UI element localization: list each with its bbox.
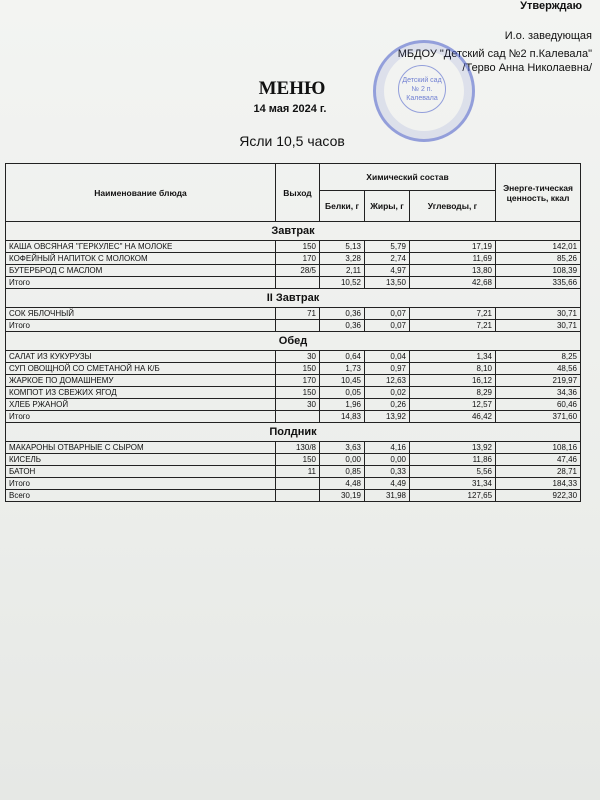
dish-protein: 0,64	[320, 351, 365, 363]
table-row	[6, 241, 581, 253]
section-title: II Завтрак	[6, 289, 581, 308]
dish-yield: 150	[276, 241, 320, 253]
dish-yield: 170	[276, 375, 320, 387]
total-protein: 0,36	[320, 320, 365, 332]
dish-protein: 0,85	[320, 466, 365, 478]
dish-name: КИСЕЛЬ	[6, 454, 276, 466]
dish-energy: 219,97	[496, 375, 581, 387]
dish-carbs: 17,19	[410, 241, 496, 253]
dish-energy: 34,36	[496, 387, 581, 399]
dish-name: СОК ЯБЛОЧНЫЙ	[6, 308, 276, 320]
dish-energy: 47,46	[496, 454, 581, 466]
dish-energy: 85,26	[496, 253, 581, 265]
dish-name: КАША ОВСЯНАЯ "ГЕРКУЛЕС" НА МОЛОКЕ	[6, 241, 276, 253]
dish-energy: 28,71	[496, 466, 581, 478]
dish-carbs: 13,80	[410, 265, 496, 277]
dish-name: КОМПОТ ИЗ СВЕЖИХ ЯГОД	[6, 387, 276, 399]
dish-fat: 0,02	[365, 387, 410, 399]
dish-name: БУТЕРБРОД С МАСЛОМ	[6, 265, 276, 277]
stamp-text: Детский сад № 2 п. Калевала	[398, 65, 446, 113]
table-row	[6, 265, 581, 277]
dish-yield: 11	[276, 466, 320, 478]
table-row	[6, 454, 581, 466]
section-title: Обед	[6, 332, 581, 351]
dish-protein: 5,13	[320, 241, 365, 253]
header-fat: Жиры, г	[365, 191, 410, 222]
dish-yield: 170	[276, 253, 320, 265]
dish-yield: 150	[276, 387, 320, 399]
dish-carbs: 7,21	[410, 308, 496, 320]
dish-carbs: 16,12	[410, 375, 496, 387]
total-fat: 0,07	[365, 320, 410, 332]
total-carbs: 7,21	[410, 320, 496, 332]
header-chem: Химический состав	[320, 164, 496, 191]
section-row	[6, 222, 581, 241]
dish-fat: 0,26	[365, 399, 410, 411]
total-protein: 10,52	[320, 277, 365, 289]
dish-protein: 3,63	[320, 442, 365, 454]
section-title: Полдник	[6, 423, 581, 442]
total-yield	[276, 478, 320, 490]
table-row	[6, 308, 581, 320]
menu-table	[5, 163, 581, 502]
dish-name: ЖАРКОЕ ПО ДОМАШНЕМУ	[6, 375, 276, 387]
dish-protein: 0,05	[320, 387, 365, 399]
dish-yield: 150	[276, 363, 320, 375]
total-energy: 184,33	[496, 478, 581, 490]
dish-protein: 0,00	[320, 454, 365, 466]
dish-yield: 28/5	[276, 265, 320, 277]
section-row	[6, 289, 581, 308]
total-row	[6, 478, 581, 490]
dish-yield: 150	[276, 454, 320, 466]
dish-carbs: 13,92	[410, 442, 496, 454]
dish-fat: 0,07	[365, 308, 410, 320]
table-row	[6, 363, 581, 375]
table-row	[6, 351, 581, 363]
header-carbs: Углеводы, г	[410, 191, 496, 222]
table-row	[6, 375, 581, 387]
dish-energy: 60,46	[496, 399, 581, 411]
dish-protein: 3,28	[320, 253, 365, 265]
grand-total-row	[6, 490, 581, 502]
total-energy: 371,60	[496, 411, 581, 423]
total-row	[6, 277, 581, 289]
dish-carbs: 12,57	[410, 399, 496, 411]
total-protein: 14,83	[320, 411, 365, 423]
dish-protein: 0,36	[320, 308, 365, 320]
group-label: Ясли 10,5 часов	[239, 133, 345, 149]
dish-name: ХЛЕБ РЖАНОЙ	[6, 399, 276, 411]
header-dish-name: Наименование блюда	[6, 164, 276, 222]
total-yield	[276, 411, 320, 423]
grand-total-label: Всего	[6, 490, 276, 502]
section-row	[6, 423, 581, 442]
dish-fat: 0,33	[365, 466, 410, 478]
total-fat: 4,49	[365, 478, 410, 490]
dish-fat: 2,74	[365, 253, 410, 265]
position-label: И.о. заведующая	[504, 30, 592, 42]
dish-name: КОФЕЙНЫЙ НАПИТОК С МОЛОКОМ	[6, 253, 276, 265]
grand-total-protein: 30,19	[320, 490, 365, 502]
total-energy: 335,66	[496, 277, 581, 289]
dish-yield: 30	[276, 351, 320, 363]
dish-protein: 1,73	[320, 363, 365, 375]
dish-energy: 8,25	[496, 351, 581, 363]
grand-total-carbs: 127,65	[410, 490, 496, 502]
total-fat: 13,50	[365, 277, 410, 289]
grand-total-energy: 922,30	[496, 490, 581, 502]
section-row	[6, 332, 581, 351]
total-row	[6, 320, 581, 332]
total-carbs: 42,68	[410, 277, 496, 289]
dish-energy: 142,01	[496, 241, 581, 253]
dish-fat: 4,97	[365, 265, 410, 277]
table-row	[6, 442, 581, 454]
institution-label: МБДОУ "Детский сад №2 п.Калевала"	[397, 48, 592, 60]
dish-yield: 130/8	[276, 442, 320, 454]
header-energy: Энерге-тическая ценность, ккал	[496, 164, 581, 222]
grand-total-yield	[276, 490, 320, 502]
dish-name: МАКАРОНЫ ОТВАРНЫЕ С СЫРОМ	[6, 442, 276, 454]
dish-fat: 4,16	[365, 442, 410, 454]
total-yield	[276, 320, 320, 332]
dish-energy: 108,39	[496, 265, 581, 277]
dish-protein: 10,45	[320, 375, 365, 387]
grand-total-fat: 31,98	[365, 490, 410, 502]
menu-date: 14 мая 2024 г.	[253, 103, 327, 115]
dish-fat: 12,63	[365, 375, 410, 387]
total-label: Итого	[6, 411, 276, 423]
dish-protein: 1,96	[320, 399, 365, 411]
table-row	[6, 399, 581, 411]
dish-carbs: 5,56	[410, 466, 496, 478]
menu-table-body	[6, 222, 581, 502]
dish-energy: 48,56	[496, 363, 581, 375]
total-carbs: 31,34	[410, 478, 496, 490]
dish-name: БАТОН	[6, 466, 276, 478]
dish-carbs: 8,10	[410, 363, 496, 375]
total-carbs: 46,42	[410, 411, 496, 423]
dish-name: САЛАТ ИЗ КУКУРУЗЫ	[6, 351, 276, 363]
table-row	[6, 387, 581, 399]
dish-name: СУП ОВОЩНОЙ СО СМЕТАНОЙ НА К/Б	[6, 363, 276, 375]
dish-carbs: 8,29	[410, 387, 496, 399]
total-label: Итого	[6, 478, 276, 490]
dish-fat: 0,97	[365, 363, 410, 375]
dish-yield: 30	[276, 399, 320, 411]
dish-fat: 0,00	[365, 454, 410, 466]
header-yield: Выход	[276, 164, 320, 222]
signature-label: /Терво Анна Николаевна/	[462, 62, 592, 74]
dish-yield: 71	[276, 308, 320, 320]
total-row	[6, 411, 581, 423]
table-row	[6, 253, 581, 265]
dish-fat: 0,04	[365, 351, 410, 363]
total-label: Итого	[6, 320, 276, 332]
table-row	[6, 466, 581, 478]
section-title: Завтрак	[6, 222, 581, 241]
dish-carbs: 11,69	[410, 253, 496, 265]
dish-carbs: 1,34	[410, 351, 496, 363]
dish-energy: 108,16	[496, 442, 581, 454]
approve-label: Утверждаю	[520, 0, 582, 12]
total-label: Итого	[6, 277, 276, 289]
dish-fat: 5,79	[365, 241, 410, 253]
dish-protein: 2,11	[320, 265, 365, 277]
total-fat: 13,92	[365, 411, 410, 423]
total-energy: 30,71	[496, 320, 581, 332]
header-protein: Белки, г	[320, 191, 365, 222]
total-yield	[276, 277, 320, 289]
total-protein: 4,48	[320, 478, 365, 490]
dish-carbs: 11,86	[410, 454, 496, 466]
page-title: МЕНЮ	[258, 78, 326, 99]
dish-energy: 30,71	[496, 308, 581, 320]
